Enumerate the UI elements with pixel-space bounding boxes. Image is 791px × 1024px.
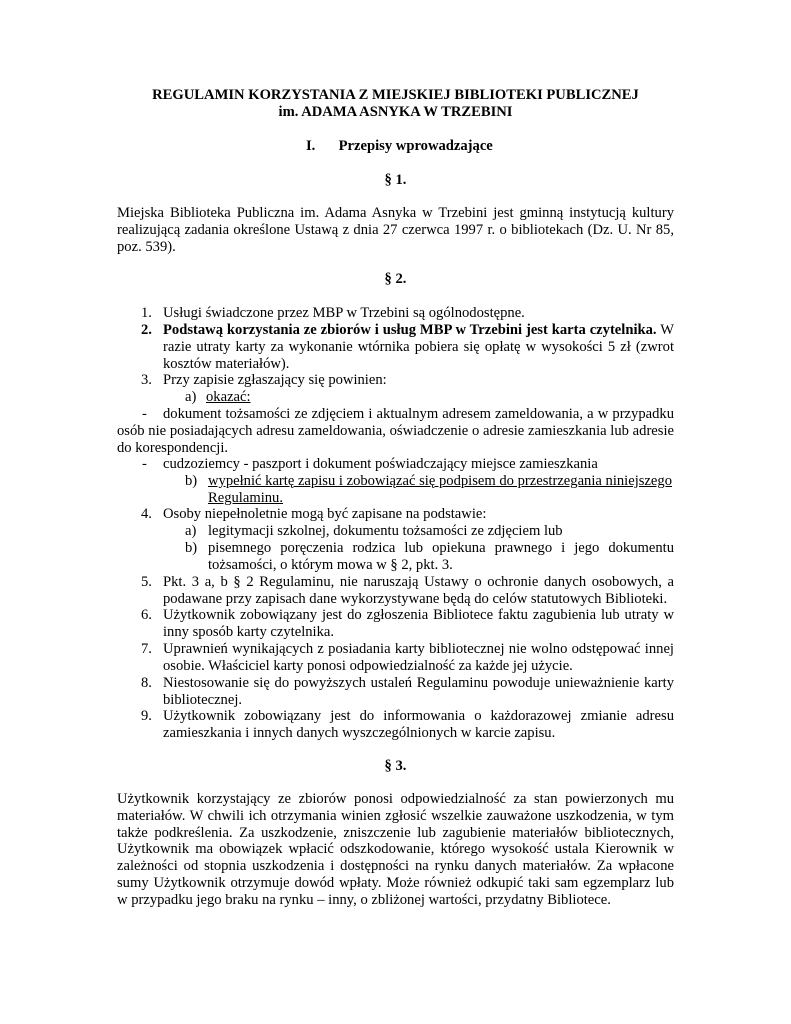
list-item-number: 7. [141, 641, 152, 657]
list-item [117, 574, 674, 608]
paragraph-1-heading: § 1. [384, 172, 407, 188]
list-item-text: Uprawnień wynikających z posiadania karty bibliotecznej nie wolno odstępować innej osobie. Właściciel karty ponosi odpowiedzialność za każde jej użycie. [163, 641, 674, 674]
sub-item-text: wypełnić kartę zapisu i zobowiązać się podpisem do przestrzegania niniejszego Regulaminu. [208, 473, 672, 506]
sub-item-a [185, 523, 674, 540]
paragraph-3-text: Użytkownik korzystający ze zbiorów ponosi odpowiedzialność za stan powierzonych mu materiałów. W chwili ich otrzymania winien zgłosić wszelkie zauważone uszkodzenia, w tym także podkreślenia. Za uszkodzenie, zniszczenie lub zagubienie materiałów bibliotecznych, Użytkownik ma obowiązek wpłacić odszkodowanie, którego wysokość ustala Kierownik w zależności od stopnia uszkodzenia i dostępności na rynku danych materiałów. Za wpłacone sumy Użytkownik otrzymuje dowód wpłaty. Może również odkupić taki sam egzemplarz lub w przypadku jego braku na rynku – inny, o zbliżonej wartości, przydatny Bibliotece. [117, 791, 674, 908]
dash-item [117, 456, 674, 473]
dash-mark: - [142, 406, 147, 422]
list-item-number: 1. [141, 305, 152, 321]
list-item-text: Przy zapisie zgłaszający się powinien: [163, 372, 387, 388]
paragraph-1-text: Miejska Biblioteka Publiczna im. Adama Asnyka w Trzebini jest gminną instytucją kultury realizującą zadania określone Ustawą z dnia 27 czerwca 1997 r. o bibliotekach (Dz. U. Nr 85, poz. 539). [117, 205, 674, 255]
list-item-number: 6. [141, 607, 152, 623]
list-item-text: Niestosowanie się do powyższych ustaleń Regulaminu powoduje unieważnienie karty bibliotecznej. [163, 675, 674, 708]
list-item-number: 5. [141, 574, 152, 590]
sub-item-a [185, 389, 251, 406]
list-item-number: 3. [141, 372, 152, 388]
list-item [117, 641, 674, 675]
document-title-line2: im. ADAMA ASNYKA W TRZEBINI [278, 104, 513, 120]
paragraph-3-heading: § 3. [384, 758, 407, 774]
list-item-text: Użytkownik zobowiązany jest do zgłoszenia Bibliotece faktu zagubienia lub utraty w inny sposób karty czytelnika. [163, 607, 674, 640]
sub-item-label: a) [185, 523, 197, 539]
list-item-text [163, 322, 674, 372]
list-item-number: 4. [141, 506, 152, 522]
section-heading [306, 138, 493, 155]
list-item [117, 708, 674, 742]
list-item [117, 607, 674, 641]
list-item-number: 9. [141, 708, 152, 724]
dash-mark: - [142, 456, 147, 472]
sub-item-text: legitymacji szkolnej, dokumentu tożsamości ze zdjęciem lub [208, 523, 563, 539]
document-title-line1: REGULAMIN KORZYSTANIA Z MIEJSKIEJ BIBLIOTEKI PUBLICZNEJ [152, 87, 639, 103]
sub-item-text: okazać: [206, 389, 251, 405]
list-item [117, 506, 674, 523]
sub-item-label: b) [185, 473, 198, 489]
dash-item [117, 406, 674, 456]
list-item-text: Usługi świadczone przez MBP w Trzebini są ogólnodostępne. [163, 305, 525, 321]
sub-item-label: b) [185, 540, 198, 556]
list-item-text: Pkt. 3 a, b § 2 Regulaminu, nie naruszają Ustawy o ochronie danych osobowych, a podawane przy zapisach dane wykorzystywane będą do celów statutowych Biblioteki. [163, 574, 674, 607]
dash-item-text: dokument tożsamości ze zdjęciem i aktualnym adresem zameldowania, a w przypadku osób nie posiadających adresu zameldowania, oświadczenie o adresie zamieszkania lub adresie do korespondencji. [117, 406, 674, 456]
list-item-text: Użytkownik zobowiązany jest do informowania o każdorazowej zmianie adresu zamieszkania i innych danych wyszczególnionych w karcie zapisu. [163, 708, 674, 741]
sub-item-label: a) [185, 389, 197, 405]
list-item-bold-text: Podstawą korzystania ze zbiorów i usług MBP w Trzebini jest karta czytelnika. [163, 322, 657, 338]
list-item [117, 322, 674, 372]
sub-item-b [185, 473, 674, 507]
sub-item-b [185, 540, 674, 574]
list-item [117, 675, 674, 709]
list-item-rest-text: W razie utraty karty za wykonanie wtórnika pobiera się opłatę w wysokości 5 zł (zwrot kosztów materiałów). [163, 322, 675, 372]
list-item [117, 305, 674, 322]
list-item-number: 2. [141, 322, 152, 338]
section-number: I. [306, 138, 316, 154]
dash-item-text: cudzoziemcy - paszport i dokument poświadczający miejsce zamieszkania [163, 456, 598, 472]
sub-item-text: pisemnego poręczenia rodzica lub opiekuna prawnego i jego dokumentu tożsamości, o którym mowa w § 2, pkt. 3. [208, 540, 674, 573]
section-title: Przepisy wprowadzające [338, 138, 493, 154]
list-item-number: 8. [141, 675, 152, 691]
list-item [117, 372, 674, 389]
paragraph-2-heading: § 2. [384, 271, 407, 287]
list-item-text: Osoby niepełnoletnie mogą być zapisane na podstawie: [163, 506, 487, 522]
